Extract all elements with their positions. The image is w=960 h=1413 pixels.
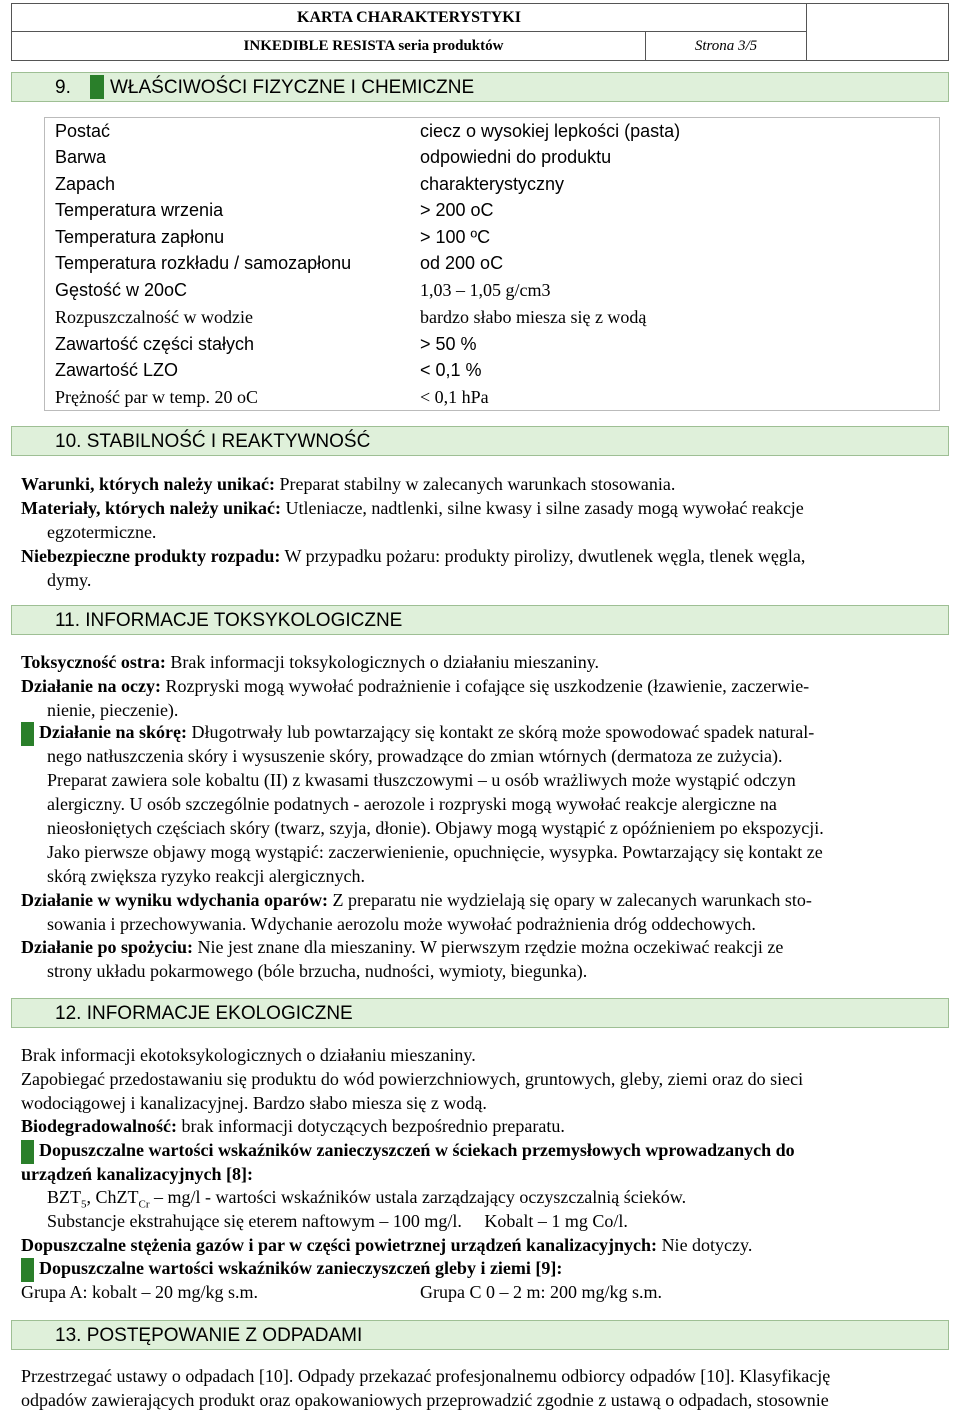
section-9-number: 9.: [55, 77, 71, 98]
ingestion-effects-cont: strony układu pokarmowego (bóle brzucha, nudności, wymioty, biegunka).: [47, 961, 588, 981]
change-marker-icon: [21, 1140, 34, 1164]
section-12-heading: [11, 998, 949, 1028]
property-label: Zawartość części stałych: [55, 334, 255, 354]
property-value: charakterystyczny: [420, 174, 565, 194]
document-title: KARTA CHARAKTERYSTYKI: [12, 4, 806, 32]
acute-toxicity: Toksyczność ostra: Brak informacji toksykologicznych o działaniu mieszaniny.: [21, 652, 600, 672]
inhalation-effects: Działanie w wyniku wdychania oparów: Z preparatu nie wydzielają się opary w zalecanych warunkach sto-: [21, 890, 812, 910]
property-label: Postać: [55, 121, 111, 141]
soil-limits-title: Dopuszczalne wartości wskaźników zanieczyszczeń gleby i ziemi [9]:: [39, 1258, 563, 1278]
property-value: < 0,1 %: [420, 360, 482, 380]
property-label: Temperatura rozkładu / samozapłonu: [55, 253, 352, 273]
ingestion-effects: Działanie po spożyciu: Nie jest znane dla mieszaniny. W pierwszym rzędzie można oczekiwać reakcji ze: [21, 937, 784, 957]
inhalation-effects-cont: sowania i przechowywania. Wdychanie aerozolu może wywołać podrażnienia dróg oddechowych.: [47, 914, 756, 934]
wastewater-limits-title-cont: urządzeń kanalizacyjnych [8]:: [21, 1164, 253, 1184]
product-name: INKEDIBLE RESISTA seria produktów: [243, 38, 504, 54]
skin-effects-line-3: Preparat zawiera sole kobaltu (II) z kwasami tłuszczowymi – u osób wrażliwych może wystąpić odczyn: [47, 770, 796, 790]
change-marker-icon: [21, 1258, 34, 1282]
property-value: od 200 oC: [420, 253, 504, 273]
eye-effects-cont: nienie, pieczenie).: [47, 700, 179, 720]
materials-to-avoid-cont: egzotermiczne.: [47, 522, 157, 542]
decomposition-products: Niebezpieczne produkty rozpadu: W przypadku pożaru: produkty pirolizy, dwutlenek węgla, tlenek węgla,: [21, 546, 806, 566]
property-value: 1,03 – 1,05 g/cm3: [420, 280, 551, 300]
eco-prevent-cont: wodociągowej i kanalizacyjnej. Bardzo słabo miesza się z wodą.: [21, 1093, 487, 1113]
property-value: < 0,1 hPa: [420, 387, 489, 407]
conditions-to-avoid: Warunki, których należy unikać: Preparat stabilny w zalecanych warunkach stosowania.: [21, 474, 676, 494]
header-main-cell: [12, 4, 807, 61]
property-label: Barwa: [55, 147, 107, 167]
eco-prevent: Zapobiegać przedostawaniu się produktu do wód powierzchniowych, gruntowych, gleby, ziemi oraz do sieci: [21, 1069, 804, 1089]
gas-limits: Dopuszczalne stężenia gazów i par w części powietrznej urządzeń kanalizacyjnych: Nie dotyczy.: [21, 1235, 753, 1255]
eye-effects: Działanie na oczy: Rozpryski mogą wywołać podrażnienie i cofające się uszkodzenie (łzawienie, zaczerwie-: [21, 676, 810, 696]
eco-info: Brak informacji ekotoksykologicznych o działaniu mieszaniny.: [21, 1045, 476, 1065]
property-label: Temperatura zapłonu: [55, 227, 225, 247]
soil-group-a: Grupa A: kobalt – 20 mg/kg s.m.: [21, 1282, 258, 1302]
skin-effects: Działanie na skórę: Długotrwały lub powtarzający się kontakt ze skórą może spowodować spadek natural-: [39, 722, 815, 742]
bzt-chzt-line: $BZT_5$, ChZT$_{Cr}$ – mg/l - wartości wskaźników ustala zarządzający oczyszczalnią ścieków.: [47, 1187, 687, 1211]
extractable-substances: Substancje ekstrahujące się eterem naftowym – 100 mg/l. Kobalt – 1 mg Co/l.: [47, 1211, 628, 1231]
property-value: > 100 ºC: [420, 227, 491, 247]
waste-line-2: odpadów zawierających produkt oraz opakowaniowych przeprowadzić zgodnie z ustawą o odpadach, stosownie: [21, 1390, 829, 1410]
wastewater-limits-title: Dopuszczalne wartości wskaźników zanieczyszczeń w ściekach przemysłowych wprowadzanych do: [39, 1140, 795, 1160]
page-number: Strona 3/5: [645, 32, 806, 60]
change-marker-icon: [90, 75, 104, 99]
section-11-title: 11. INFORMACJE TOKSYKOLOGICZNE: [55, 610, 403, 631]
waste-line-1: Przestrzegać ustawy o odpadach [10]. Odpady przekazać profesjonalnemu odbiorcy odpadów [10]. Klasyfikację: [21, 1366, 831, 1386]
property-label: Rozpuszczalność w wodzie: [55, 307, 253, 327]
change-marker-icon: [21, 722, 34, 746]
skin-effects-line-7: skórą zwiększa ryzyko reakcji alergicznych.: [47, 866, 366, 886]
document-header: [11, 3, 949, 59]
property-value: > 200 oC: [420, 200, 494, 220]
skin-effects-line-5: nieosłoniętych częściach skóry (twarz, szyja, dłonie). Objawy mogą wystąpić z opóźnieniem po ekspozycji.: [47, 818, 824, 838]
property-value: > 50 %: [420, 334, 477, 354]
section-13-title: 13. POSTĘPOWANIE Z ODPADAMI: [55, 1325, 363, 1346]
property-label: Gęstość w 20oC: [55, 280, 188, 300]
section-12-title: 12. INFORMACJE EKOLOGICZNE: [55, 1003, 353, 1024]
section-10-heading: [11, 426, 949, 456]
materials-to-avoid: Materiały, których należy unikać: Utleniacze, nadtlenki, silne kwasy i silne zasady mogą wywołać reakcje: [21, 498, 804, 518]
section-13-heading: [11, 1320, 949, 1350]
skin-effects-line-2: nego natłuszczenia skóry i wysuszenie skóry, prowadzące do zmian wtórnych (dermatoza ze zużycia).: [47, 746, 783, 766]
biodegradability: Biodegradowalność: brak informacji dotyczących bezpośrednio preparatu.: [21, 1116, 565, 1136]
property-label: Prężność par w temp. 20 oC: [55, 387, 258, 407]
property-value: bardzo słabo miesza się z wodą: [420, 307, 647, 327]
property-label: Temperatura wrzenia: [55, 200, 224, 220]
property-value: ciecz o wysokiej lepkości (pasta): [420, 121, 681, 141]
section-9-heading: [11, 72, 949, 102]
property-label: Zawartość LZO: [55, 360, 179, 380]
soil-group-c: Grupa C 0 – 2 m: 200 mg/kg s.m.: [420, 1282, 662, 1302]
decomposition-products-cont: dymy.: [47, 570, 92, 590]
section-9-title: WŁAŚCIWOŚCI FIZYCZNE I CHEMICZNE: [110, 77, 475, 98]
skin-effects-line-4: alergiczny. U osób szczególnie podatnych - aerozole i rozpryski mogą wywołać reakcje alergiczne na: [47, 794, 777, 814]
section-11-heading: [11, 605, 949, 635]
section-10-title: 10. STABILNOŚĆ I REAKTYWNOŚĆ: [55, 431, 371, 452]
skin-effects-line-6: Jako pierwsze objawy mogą wystąpić: zaczerwienienie, opuchnięcie, wysypka. Powtarzający się kontakt ze: [47, 842, 823, 862]
property-value: odpowiedni do produktu: [420, 147, 612, 167]
property-label: Zapach: [55, 174, 116, 194]
header-logo-cell: [807, 4, 949, 61]
